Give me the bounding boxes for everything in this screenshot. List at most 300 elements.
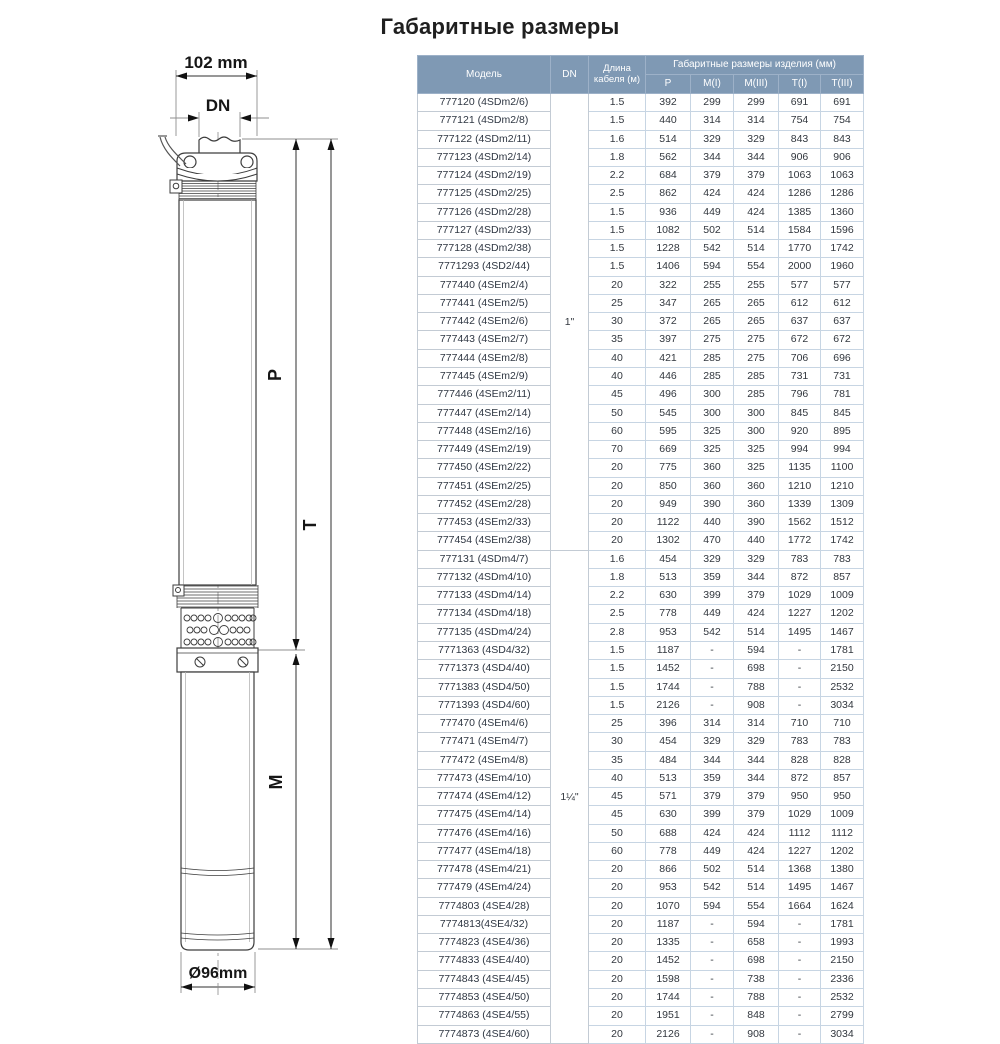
- p-cell: 1744: [646, 678, 691, 696]
- miii-cell: 440: [734, 532, 779, 550]
- miii-cell: 788: [734, 678, 779, 696]
- mi-cell: 502: [691, 221, 734, 239]
- col-header-ti: T(I): [779, 75, 821, 94]
- cable-length-cell: 1.6: [589, 130, 646, 148]
- miii-cell: 658: [734, 934, 779, 952]
- cable-length-cell: 20: [589, 532, 646, 550]
- mi-cell: 449: [691, 203, 734, 221]
- cable-length-cell: 1.5: [589, 641, 646, 659]
- table-row: [418, 167, 864, 185]
- miii-cell: 360: [734, 495, 779, 513]
- cable-length-cell: 1.5: [589, 221, 646, 239]
- tiii-cell: 1742: [821, 532, 864, 550]
- table-row: [418, 112, 864, 130]
- table-row: [418, 915, 864, 933]
- cable-length-cell: 20: [589, 989, 646, 1007]
- mi-cell: 449: [691, 605, 734, 623]
- cable-length-cell: 45: [589, 806, 646, 824]
- ti-cell: -: [779, 989, 821, 1007]
- tiii-cell: 1202: [821, 842, 864, 860]
- table-row: [418, 806, 864, 824]
- tiii-cell: 1781: [821, 641, 864, 659]
- ti-cell: 950: [779, 788, 821, 806]
- cable-length-cell: 1.5: [589, 258, 646, 276]
- table-row: [418, 367, 864, 385]
- cable-length-cell: 35: [589, 751, 646, 769]
- mi-cell: 325: [691, 422, 734, 440]
- p-cell: 936: [646, 203, 691, 221]
- p-cell: 953: [646, 879, 691, 897]
- mi-cell: 285: [691, 349, 734, 367]
- cable-length-cell: 1.5: [589, 660, 646, 678]
- table-row: [418, 94, 864, 112]
- miii-cell: 738: [734, 970, 779, 988]
- model-cell: 7774833 (4SE4/40): [418, 952, 551, 970]
- p-cell: 347: [646, 294, 691, 312]
- tiii-cell: 710: [821, 715, 864, 733]
- miii-cell: 514: [734, 221, 779, 239]
- dim-dn-label: DN: [205, 96, 231, 115]
- table-row: [418, 715, 864, 733]
- p-cell: 562: [646, 148, 691, 166]
- col-header-cable-length: Длина кабеля (м): [589, 56, 646, 94]
- cable-length-cell: 1.8: [589, 148, 646, 166]
- tiii-cell: 950: [821, 788, 864, 806]
- cable-length-cell: 20: [589, 514, 646, 532]
- table-row: [418, 514, 864, 532]
- tiii-cell: 2532: [821, 989, 864, 1007]
- tiii-cell: 857: [821, 769, 864, 787]
- ti-cell: 1029: [779, 806, 821, 824]
- mi-cell: -: [691, 970, 734, 988]
- cable-length-cell: 40: [589, 349, 646, 367]
- mi-cell: 344: [691, 148, 734, 166]
- ti-cell: 1772: [779, 532, 821, 550]
- model-cell: 777472 (4SEm4/8): [418, 751, 551, 769]
- cable-length-cell: 20: [589, 970, 646, 988]
- dn-cell: 1¼": [551, 550, 589, 1043]
- table-row: [418, 769, 864, 787]
- table-row: [418, 221, 864, 239]
- miii-cell: 514: [734, 623, 779, 641]
- col-header-tiii: T(III): [821, 75, 864, 94]
- miii-cell: 360: [734, 477, 779, 495]
- model-cell: 7771393 (4SD4/60): [418, 696, 551, 714]
- p-cell: 397: [646, 331, 691, 349]
- model-cell: 777471 (4SEm4/7): [418, 733, 551, 751]
- cable-length-cell: 50: [589, 404, 646, 422]
- p-cell: 322: [646, 276, 691, 294]
- p-cell: 446: [646, 367, 691, 385]
- dn-cell: 1": [551, 94, 589, 551]
- p-cell: 513: [646, 568, 691, 586]
- table-row: [418, 605, 864, 623]
- model-cell: 777128 (4SDm2/38): [418, 240, 551, 258]
- dimensions-table-wrap: [417, 55, 863, 1044]
- table-row: [418, 952, 864, 970]
- miii-cell: 275: [734, 349, 779, 367]
- spec-table-body: [418, 94, 864, 1044]
- ti-cell: 845: [779, 404, 821, 422]
- col-group-header-dimensions: Габаритные размеры изделия (мм): [646, 56, 864, 75]
- model-cell: 777131 (4SDm4/7): [418, 550, 551, 568]
- miii-cell: 325: [734, 459, 779, 477]
- ti-cell: 1029: [779, 587, 821, 605]
- miii-cell: 424: [734, 203, 779, 221]
- p-cell: 1744: [646, 989, 691, 1007]
- p-cell: 1082: [646, 221, 691, 239]
- miii-cell: 314: [734, 112, 779, 130]
- ti-cell: 1339: [779, 495, 821, 513]
- mi-cell: 344: [691, 751, 734, 769]
- cable-length-cell: 1.5: [589, 203, 646, 221]
- mi-cell: -: [691, 660, 734, 678]
- miii-cell: 275: [734, 331, 779, 349]
- mi-cell: -: [691, 952, 734, 970]
- table-row: [418, 751, 864, 769]
- model-cell: 777442 (4SEm2/6): [418, 313, 551, 331]
- p-cell: 440: [646, 112, 691, 130]
- model-cell: 777134 (4SDm4/18): [418, 605, 551, 623]
- table-row: [418, 897, 864, 915]
- mi-cell: 379: [691, 167, 734, 185]
- p-cell: 1187: [646, 915, 691, 933]
- mi-cell: -: [691, 934, 734, 952]
- ti-cell: 828: [779, 751, 821, 769]
- ti-cell: -: [779, 641, 821, 659]
- p-cell: 862: [646, 185, 691, 203]
- mi-cell: 424: [691, 824, 734, 842]
- mi-cell: 424: [691, 185, 734, 203]
- model-cell: 777477 (4SEm4/18): [418, 842, 551, 860]
- miii-cell: 379: [734, 587, 779, 605]
- table-row: [418, 240, 864, 258]
- pump-diagram: [130, 40, 400, 1000]
- ti-cell: 796: [779, 386, 821, 404]
- tiii-cell: 731: [821, 367, 864, 385]
- tiii-cell: 906: [821, 148, 864, 166]
- model-cell: 777440 (4SEm2/4): [418, 276, 551, 294]
- tiii-cell: 2150: [821, 952, 864, 970]
- mi-cell: 360: [691, 477, 734, 495]
- ti-cell: 783: [779, 550, 821, 568]
- col-header-model: Модель: [418, 56, 551, 94]
- cable-length-cell: 20: [589, 477, 646, 495]
- cable-length-cell: 2.8: [589, 623, 646, 641]
- ti-cell: 783: [779, 733, 821, 751]
- mi-cell: -: [691, 678, 734, 696]
- miii-cell: 698: [734, 952, 779, 970]
- tiii-cell: 696: [821, 349, 864, 367]
- ti-cell: 1210: [779, 477, 821, 495]
- miii-cell: 848: [734, 1007, 779, 1025]
- col-header-dn: DN: [551, 56, 589, 94]
- ti-cell: 1227: [779, 605, 821, 623]
- mi-cell: -: [691, 1025, 734, 1043]
- ti-cell: -: [779, 1007, 821, 1025]
- mi-cell: 502: [691, 861, 734, 879]
- cable-length-cell: 70: [589, 441, 646, 459]
- p-cell: 1228: [646, 240, 691, 258]
- strainer: [177, 608, 258, 648]
- cable-length-cell: 20: [589, 276, 646, 294]
- model-cell: 777123 (4SDm2/14): [418, 148, 551, 166]
- model-cell: 777447 (4SEm2/14): [418, 404, 551, 422]
- cable-length-cell: 20: [589, 952, 646, 970]
- ti-cell: -: [779, 678, 821, 696]
- cable-length-cell: 60: [589, 842, 646, 860]
- mi-cell: 275: [691, 331, 734, 349]
- dim-m-label: M: [266, 774, 286, 790]
- model-cell: 777475 (4SEm4/14): [418, 806, 551, 824]
- p-cell: 775: [646, 459, 691, 477]
- mi-cell: 314: [691, 112, 734, 130]
- cable-length-cell: 60: [589, 422, 646, 440]
- tiii-cell: 1380: [821, 861, 864, 879]
- table-row: [418, 842, 864, 860]
- ti-cell: 1112: [779, 824, 821, 842]
- p-cell: 866: [646, 861, 691, 879]
- tiii-cell: 2799: [821, 1007, 864, 1025]
- mi-cell: 399: [691, 587, 734, 605]
- table-row: [418, 733, 864, 751]
- mi-cell: 329: [691, 733, 734, 751]
- cable-length-cell: 30: [589, 313, 646, 331]
- model-cell: 777122 (4SDm2/11): [418, 130, 551, 148]
- ti-cell: 1584: [779, 221, 821, 239]
- mi-cell: 594: [691, 258, 734, 276]
- cable-length-cell: 1.5: [589, 240, 646, 258]
- table-row: [418, 824, 864, 842]
- p-cell: 454: [646, 550, 691, 568]
- ti-cell: 1135: [779, 459, 821, 477]
- ti-cell: 920: [779, 422, 821, 440]
- cable-length-cell: 1.5: [589, 94, 646, 112]
- mi-cell: 542: [691, 879, 734, 897]
- mi-cell: 329: [691, 130, 734, 148]
- mi-cell: 360: [691, 459, 734, 477]
- mi-cell: -: [691, 989, 734, 1007]
- tiii-cell: 672: [821, 331, 864, 349]
- model-cell: 777473 (4SEm4/10): [418, 769, 551, 787]
- p-cell: 1951: [646, 1007, 691, 1025]
- tiii-cell: 781: [821, 386, 864, 404]
- ti-cell: 2000: [779, 258, 821, 276]
- cable-length-cell: 20: [589, 459, 646, 477]
- mi-cell: 594: [691, 897, 734, 915]
- cable-length-cell: 25: [589, 715, 646, 733]
- table-row: [418, 660, 864, 678]
- model-cell: 777135 (4SDm4/24): [418, 623, 551, 641]
- ti-cell: 872: [779, 568, 821, 586]
- mi-cell: 314: [691, 715, 734, 733]
- ti-cell: -: [779, 696, 821, 714]
- model-cell: 777133 (4SDm4/14): [418, 587, 551, 605]
- mi-cell: -: [691, 696, 734, 714]
- table-row: [418, 678, 864, 696]
- p-cell: 1452: [646, 660, 691, 678]
- cable-length-cell: 1.5: [589, 696, 646, 714]
- cable-length-cell: 20: [589, 1025, 646, 1043]
- model-cell: 777444 (4SEm2/8): [418, 349, 551, 367]
- col-header-mi: M(I): [691, 75, 734, 94]
- table-row: [418, 349, 864, 367]
- tiii-cell: 1202: [821, 605, 864, 623]
- miii-cell: 329: [734, 550, 779, 568]
- miii-cell: 329: [734, 733, 779, 751]
- model-cell: 7771293 (4SD2/44): [418, 258, 551, 276]
- mi-cell: 300: [691, 386, 734, 404]
- cable-length-cell: 2.5: [589, 605, 646, 623]
- p-cell: 1187: [646, 641, 691, 659]
- tiii-cell: 1467: [821, 623, 864, 641]
- cable-length-cell: 30: [589, 733, 646, 751]
- tiii-cell: 1624: [821, 897, 864, 915]
- miii-cell: 554: [734, 897, 779, 915]
- ti-cell: -: [779, 915, 821, 933]
- p-cell: 571: [646, 788, 691, 806]
- tiii-cell: 783: [821, 733, 864, 751]
- miii-cell: 594: [734, 915, 779, 933]
- ti-cell: 577: [779, 276, 821, 294]
- model-cell: 777441 (4SEm2/5): [418, 294, 551, 312]
- table-row: [418, 989, 864, 1007]
- p-cell: 778: [646, 605, 691, 623]
- p-cell: 778: [646, 842, 691, 860]
- mi-cell: 379: [691, 788, 734, 806]
- cable-length-cell: 50: [589, 824, 646, 842]
- model-cell: 777443 (4SEm2/7): [418, 331, 551, 349]
- table-row: [418, 386, 864, 404]
- model-cell: 777449 (4SEm2/19): [418, 441, 551, 459]
- mi-cell: 449: [691, 842, 734, 860]
- miii-cell: 594: [734, 641, 779, 659]
- miii-cell: 788: [734, 989, 779, 1007]
- tiii-cell: 612: [821, 294, 864, 312]
- model-cell: 7774853 (4SE4/50): [418, 989, 551, 1007]
- tiii-cell: 691: [821, 94, 864, 112]
- p-cell: 396: [646, 715, 691, 733]
- col-header-p: P: [646, 75, 691, 94]
- p-cell: 545: [646, 404, 691, 422]
- table-row: [418, 587, 864, 605]
- miii-cell: 424: [734, 185, 779, 203]
- model-cell: 7774823 (4SE4/36): [418, 934, 551, 952]
- dim-diameter-label: Ø96mm: [188, 965, 248, 982]
- tiii-cell: 1009: [821, 806, 864, 824]
- tiii-cell: 1009: [821, 587, 864, 605]
- tiii-cell: 637: [821, 313, 864, 331]
- tiii-cell: 1993: [821, 934, 864, 952]
- tiii-cell: 895: [821, 422, 864, 440]
- miii-cell: 514: [734, 879, 779, 897]
- table-row: [418, 696, 864, 714]
- mi-cell: 542: [691, 623, 734, 641]
- ti-cell: 612: [779, 294, 821, 312]
- table-row: [418, 788, 864, 806]
- cable-length-cell: 40: [589, 769, 646, 787]
- tiii-cell: 1360: [821, 203, 864, 221]
- tiii-cell: 577: [821, 276, 864, 294]
- cable-length-cell: 20: [589, 861, 646, 879]
- model-cell: 777450 (4SEm2/22): [418, 459, 551, 477]
- page-title: Габаритные размеры: [380, 14, 620, 39]
- model-cell: 777470 (4SEm4/6): [418, 715, 551, 733]
- tiii-cell: 857: [821, 568, 864, 586]
- ti-cell: -: [779, 1025, 821, 1043]
- miii-cell: 344: [734, 568, 779, 586]
- mi-cell: 329: [691, 550, 734, 568]
- model-cell: 777452 (4SEm2/28): [418, 495, 551, 513]
- model-cell: 7774863 (4SE4/55): [418, 1007, 551, 1025]
- ti-cell: 1227: [779, 842, 821, 860]
- tiii-cell: 1742: [821, 240, 864, 258]
- miii-cell: 908: [734, 696, 779, 714]
- cable-length-cell: 1.5: [589, 678, 646, 696]
- p-cell: 392: [646, 94, 691, 112]
- tiii-cell: 845: [821, 404, 864, 422]
- tiii-cell: 1960: [821, 258, 864, 276]
- model-cell: 7774803 (4SE4/28): [418, 897, 551, 915]
- model-cell: 777454 (4SEm2/38): [418, 532, 551, 550]
- miii-cell: 379: [734, 788, 779, 806]
- model-cell: 7771373 (4SD4/40): [418, 660, 551, 678]
- ti-cell: 754: [779, 112, 821, 130]
- miii-cell: 424: [734, 824, 779, 842]
- ti-cell: 1664: [779, 897, 821, 915]
- tiii-cell: 1100: [821, 459, 864, 477]
- miii-cell: 344: [734, 769, 779, 787]
- tiii-cell: 1781: [821, 915, 864, 933]
- model-cell: 777448 (4SEm2/16): [418, 422, 551, 440]
- model-cell: 777478 (4SEm4/21): [418, 861, 551, 879]
- dimensions-table: [417, 55, 864, 1044]
- col-header-miii: M(III): [734, 75, 779, 94]
- miii-cell: 344: [734, 751, 779, 769]
- p-cell: 1452: [646, 952, 691, 970]
- p-cell: 2126: [646, 1025, 691, 1043]
- p-cell: 484: [646, 751, 691, 769]
- ti-cell: 843: [779, 130, 821, 148]
- model-cell: 777453 (4SEm2/33): [418, 514, 551, 532]
- model-cell: 777125 (4SDm2/25): [418, 185, 551, 203]
- p-cell: 1406: [646, 258, 691, 276]
- miii-cell: 255: [734, 276, 779, 294]
- cable-length-cell: 2.2: [589, 587, 646, 605]
- ti-cell: 906: [779, 148, 821, 166]
- miii-cell: 698: [734, 660, 779, 678]
- mi-cell: 300: [691, 404, 734, 422]
- table-row: [418, 331, 864, 349]
- ti-cell: 1495: [779, 879, 821, 897]
- cable-length-cell: 25: [589, 294, 646, 312]
- model-cell: 777127 (4SDm2/33): [418, 221, 551, 239]
- p-cell: 1335: [646, 934, 691, 952]
- ti-cell: 691: [779, 94, 821, 112]
- table-row: [418, 879, 864, 897]
- table-row: [418, 130, 864, 148]
- table-row: [418, 258, 864, 276]
- mi-cell: -: [691, 1007, 734, 1025]
- tiii-cell: 3034: [821, 1025, 864, 1043]
- table-row: [418, 203, 864, 221]
- mi-cell: -: [691, 641, 734, 659]
- cable-length-cell: 1.5: [589, 112, 646, 130]
- table-row: [418, 276, 864, 294]
- p-cell: 421: [646, 349, 691, 367]
- model-cell: 7771363 (4SD4/32): [418, 641, 551, 659]
- miii-cell: 344: [734, 148, 779, 166]
